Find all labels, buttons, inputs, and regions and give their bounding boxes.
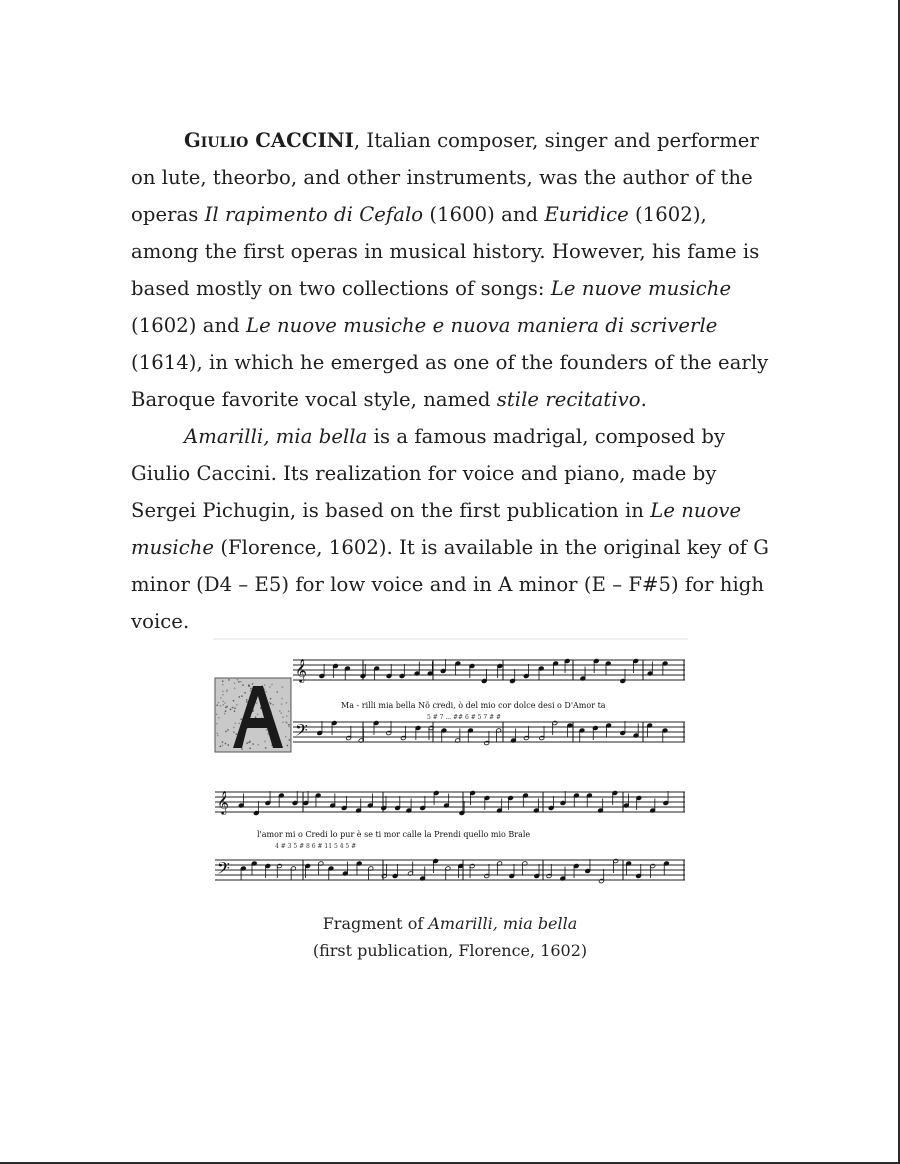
note — [553, 661, 559, 676]
initial-texture-dot — [241, 695, 242, 696]
note — [414, 662, 420, 677]
note — [265, 791, 271, 806]
note — [433, 858, 439, 873]
madrigal-title: Amarilli, mia bella — [184, 425, 368, 448]
note — [386, 664, 392, 679]
clef: 𝄞 — [295, 658, 307, 682]
initial-texture-dot — [230, 709, 231, 710]
note — [459, 801, 465, 816]
initial-texture-dot — [240, 719, 241, 720]
figures-line-2: 4 # 3 5 # 8 6 # 11 5 4 5 # — [275, 843, 357, 850]
initial-texture-dot — [239, 723, 240, 724]
initial-texture-dot — [287, 745, 288, 746]
clef: 𝄞 — [217, 790, 229, 814]
note — [636, 864, 642, 879]
note — [574, 793, 580, 808]
initial-texture-dot — [256, 702, 257, 703]
note — [593, 658, 599, 673]
initial-texture-dot — [226, 706, 227, 707]
note — [468, 728, 474, 743]
note — [623, 794, 629, 809]
initial-texture-dot — [216, 723, 217, 724]
note — [620, 669, 626, 684]
initial-texture-dot — [225, 731, 226, 732]
note — [356, 799, 362, 814]
note — [613, 858, 619, 873]
initial-texture-dot — [272, 704, 273, 705]
initial-texture-dot — [218, 702, 219, 703]
note — [579, 728, 585, 743]
initial-texture-dot — [277, 692, 278, 693]
initial-texture-dot — [249, 748, 250, 749]
note — [662, 661, 668, 676]
note — [400, 726, 406, 741]
note — [523, 664, 529, 679]
lyrics-line-1: Ma - rilli mia bella Nõ credi, ò del mio cor dolce desi o D'Amor ta — [341, 701, 606, 710]
initial-texture-dot — [288, 724, 289, 725]
note — [510, 669, 516, 684]
note — [564, 658, 570, 673]
note — [580, 667, 586, 682]
initial-texture-dot — [281, 703, 282, 704]
note — [381, 864, 387, 879]
initial-texture-dot — [258, 744, 259, 745]
initial-texture-dot — [281, 712, 282, 713]
initial-texture-dot — [228, 679, 229, 680]
note — [399, 664, 405, 679]
note — [341, 796, 347, 811]
note — [573, 863, 579, 878]
note — [455, 661, 461, 676]
note — [278, 793, 284, 808]
note — [445, 866, 451, 881]
note — [523, 793, 529, 808]
lyrics-line-2: l'amor mi o Credi lo pur è se ti mor calle la Prendi quello mio Brale — [257, 830, 531, 839]
note — [497, 663, 503, 678]
initial-texture-dot — [282, 716, 283, 717]
figure-caption — [200, 910, 700, 964]
note — [305, 863, 311, 878]
initial-texture-dot — [267, 733, 268, 734]
note — [386, 721, 392, 736]
note — [330, 794, 336, 809]
note — [356, 861, 362, 876]
note — [441, 728, 447, 743]
initial-texture-dot — [225, 743, 226, 744]
note — [484, 731, 490, 746]
note — [331, 720, 337, 735]
initial-texture-dot — [222, 680, 223, 681]
initial-texture-dot — [223, 704, 224, 705]
note — [484, 864, 490, 879]
note — [647, 723, 653, 738]
initial-texture-dot — [233, 727, 234, 728]
initial-texture-dot — [216, 714, 217, 715]
caption-line-2: (first publication, Florence, 1602) — [312, 941, 588, 960]
note — [497, 799, 503, 814]
note — [524, 726, 530, 741]
note — [240, 866, 246, 881]
note — [317, 721, 323, 736]
initial-texture-dot — [252, 684, 253, 685]
note — [406, 799, 412, 814]
note — [663, 791, 669, 806]
initial-texture-dot — [255, 716, 256, 717]
note — [534, 864, 540, 879]
initial-texture-dot — [226, 691, 227, 692]
note — [552, 720, 558, 735]
initial-texture-dot — [220, 705, 221, 706]
paragraph-caccini-bio: Giulio CACCINI, Italian composer, singer and performer on lute, theorbo, and other instruments, was the author of the operas Il rapimento di Cefalo (1600) and Euridice (1602), among the first operas in musical history. However, his fame is based mostly on two collections of songs: Le nuove musiche (1602) and Le nuove musiche e nuova maniera di scriverle (1614), in which he emerged as one of the founders of the early Baroque favorite vocal style, named stile recitativo. — [131, 129, 769, 411]
note — [539, 726, 545, 741]
initial-texture-dot — [286, 716, 287, 717]
staff — [215, 858, 685, 882]
note — [567, 723, 573, 738]
initial-texture-dot — [265, 691, 266, 692]
initial-texture-dot — [288, 711, 289, 712]
note — [647, 662, 653, 677]
opera-title: Euridice — [544, 203, 629, 226]
initial-texture-dot — [248, 684, 249, 685]
initial-texture-dot — [233, 732, 234, 733]
initial-texture-dot — [222, 691, 223, 692]
caption-line-1: Fragment of Amarilli, mia bella — [322, 914, 578, 933]
initial-texture-dot — [236, 704, 237, 705]
note — [342, 862, 348, 877]
note — [346, 726, 352, 741]
initial-texture-dot — [239, 696, 240, 697]
initial-texture-dot — [234, 710, 235, 711]
clef: 𝄢 — [295, 720, 308, 744]
note — [620, 721, 626, 736]
initial-texture-dot — [232, 707, 233, 708]
note — [420, 867, 426, 882]
initial-texture-dot — [285, 736, 286, 737]
initial-texture-dot — [236, 733, 237, 734]
initial-texture-dot — [269, 686, 270, 687]
note — [587, 793, 593, 808]
initial-texture-dot — [218, 717, 219, 718]
note — [496, 728, 502, 743]
note — [373, 720, 379, 735]
note — [251, 861, 257, 876]
note — [548, 796, 554, 811]
initial-texture-dot — [285, 721, 286, 722]
initial-texture-dot — [246, 742, 247, 743]
initial-texture-dot — [282, 686, 283, 687]
note — [484, 795, 490, 810]
initial-texture-dot — [240, 681, 241, 682]
initial-texture-dot — [265, 747, 266, 748]
note — [538, 666, 544, 681]
initial-texture-dot — [288, 726, 289, 727]
note — [511, 729, 517, 744]
initial-texture-dot — [270, 698, 271, 699]
initial-texture-dot — [246, 701, 247, 702]
initial-texture-dot — [271, 684, 272, 685]
initial-texture-dot — [269, 702, 270, 703]
note — [444, 794, 450, 809]
initial-texture-dot — [252, 743, 253, 744]
note — [319, 664, 325, 679]
initial-texture-dot — [217, 705, 218, 706]
initial-texture-dot — [246, 699, 247, 700]
note — [238, 794, 244, 809]
score-fragment-image — [213, 636, 688, 898]
initial-texture-dot — [281, 698, 282, 699]
note — [560, 791, 566, 806]
initial-texture-dot — [222, 694, 223, 695]
initial-texture-dot — [233, 700, 234, 701]
note — [470, 790, 476, 805]
note — [481, 669, 487, 684]
collection-title: Le nuove musiche — [550, 277, 732, 300]
note — [367, 794, 373, 809]
paragraph-amarilli: Amarilli, mia bella is a famous madrigal, composed by Giulio Caccini. Its realization for voice and piano, made by Sergei Pichugin, is based on the first publication in Le nuove musiche (Florence, 1602). It is available in the original key of G minor (D4 – E5) for low voice and in A minor (E – F#5) for high voice. — [131, 425, 769, 633]
note — [368, 866, 374, 881]
initial-texture-dot — [217, 733, 218, 734]
note — [546, 864, 552, 879]
publication-title: Le nuove musiche — [131, 499, 742, 559]
note — [612, 790, 618, 805]
note — [650, 863, 656, 878]
note — [469, 863, 475, 878]
initial-texture-dot — [234, 688, 235, 689]
note — [633, 658, 639, 673]
initial-texture-dot — [266, 729, 267, 730]
opera-title: Il rapimento di Cefalo — [204, 203, 424, 226]
initial-texture-dot — [257, 714, 258, 715]
note — [599, 869, 605, 884]
clef: 𝄢 — [217, 858, 230, 882]
score-facsimile — [213, 636, 688, 898]
initial-texture-dot — [279, 710, 280, 711]
note — [392, 864, 398, 879]
initial-texture-dot — [224, 713, 225, 714]
note — [433, 790, 439, 805]
initial-texture-dot — [220, 697, 221, 698]
collection-title: Le nuove musiche e nuova maniera di scriverle — [246, 314, 718, 337]
note — [358, 729, 364, 744]
initial-texture-dot — [227, 689, 228, 690]
initial-texture-dot — [238, 681, 239, 682]
note — [606, 723, 612, 738]
decorated-initial-a — [215, 678, 291, 752]
note — [664, 861, 670, 876]
note — [605, 661, 611, 676]
initial-texture-dot — [289, 739, 290, 740]
initial-texture-dot — [248, 742, 249, 743]
figures-line-1: 5 # 7 ... ## 6 # 5 7 # # — [427, 714, 502, 721]
note — [290, 866, 296, 881]
note — [508, 795, 514, 810]
initial-texture-dot — [228, 744, 229, 745]
initial-texture-dot — [264, 741, 265, 742]
article-text — [131, 122, 771, 640]
initial-texture-dot — [217, 735, 218, 736]
note — [533, 799, 539, 814]
initial-texture-dot — [222, 741, 223, 742]
note — [455, 729, 461, 744]
note — [374, 666, 380, 681]
note — [522, 861, 528, 876]
initial-texture-dot — [222, 684, 223, 685]
staff — [293, 658, 685, 683]
initial-texture-dot — [227, 729, 228, 730]
initial-texture-dot — [225, 711, 226, 712]
note — [395, 796, 401, 811]
composer-name: Giulio CACCINI — [184, 129, 354, 152]
note — [408, 862, 414, 877]
initial-texture-dot — [222, 745, 223, 746]
initial-texture-dot — [264, 684, 265, 685]
initial-texture-dot — [250, 690, 251, 691]
style-name: stile recitativo — [496, 388, 641, 411]
initial-texture-dot — [235, 723, 236, 724]
note — [650, 799, 656, 814]
initial-texture-dot — [242, 684, 243, 685]
note — [440, 659, 446, 674]
initial-texture-dot — [282, 722, 283, 723]
initial-texture-dot — [244, 692, 245, 693]
note — [345, 666, 351, 681]
note — [415, 725, 421, 740]
initial-texture-dot — [220, 746, 221, 747]
note — [253, 801, 259, 816]
initial-texture-dot — [222, 701, 223, 702]
note — [662, 728, 668, 743]
note — [328, 866, 334, 881]
note — [560, 867, 566, 882]
note — [497, 861, 503, 876]
initial-texture-dot — [234, 683, 235, 684]
note — [593, 725, 599, 740]
initial-texture-dot — [234, 708, 235, 709]
note — [292, 791, 298, 806]
initial-texture-dot — [237, 679, 238, 680]
note — [636, 795, 642, 810]
note — [469, 663, 475, 678]
initial-texture-dot — [224, 702, 225, 703]
note — [633, 724, 639, 739]
note — [427, 662, 433, 677]
note — [585, 859, 591, 874]
initial-texture-dot — [270, 703, 271, 704]
note — [277, 863, 283, 878]
note — [265, 863, 271, 878]
initial-texture-dot — [250, 688, 251, 689]
note — [303, 791, 309, 806]
note — [318, 861, 324, 876]
initial-texture-dot — [225, 707, 226, 708]
note — [315, 793, 321, 808]
note — [420, 796, 426, 811]
note — [509, 864, 515, 879]
initial-texture-dot — [250, 740, 251, 741]
note — [626, 861, 632, 876]
note — [598, 799, 604, 814]
note — [333, 663, 339, 678]
initial-texture-dot — [241, 748, 242, 749]
initial-texture-dot — [286, 702, 287, 703]
note — [381, 796, 387, 811]
